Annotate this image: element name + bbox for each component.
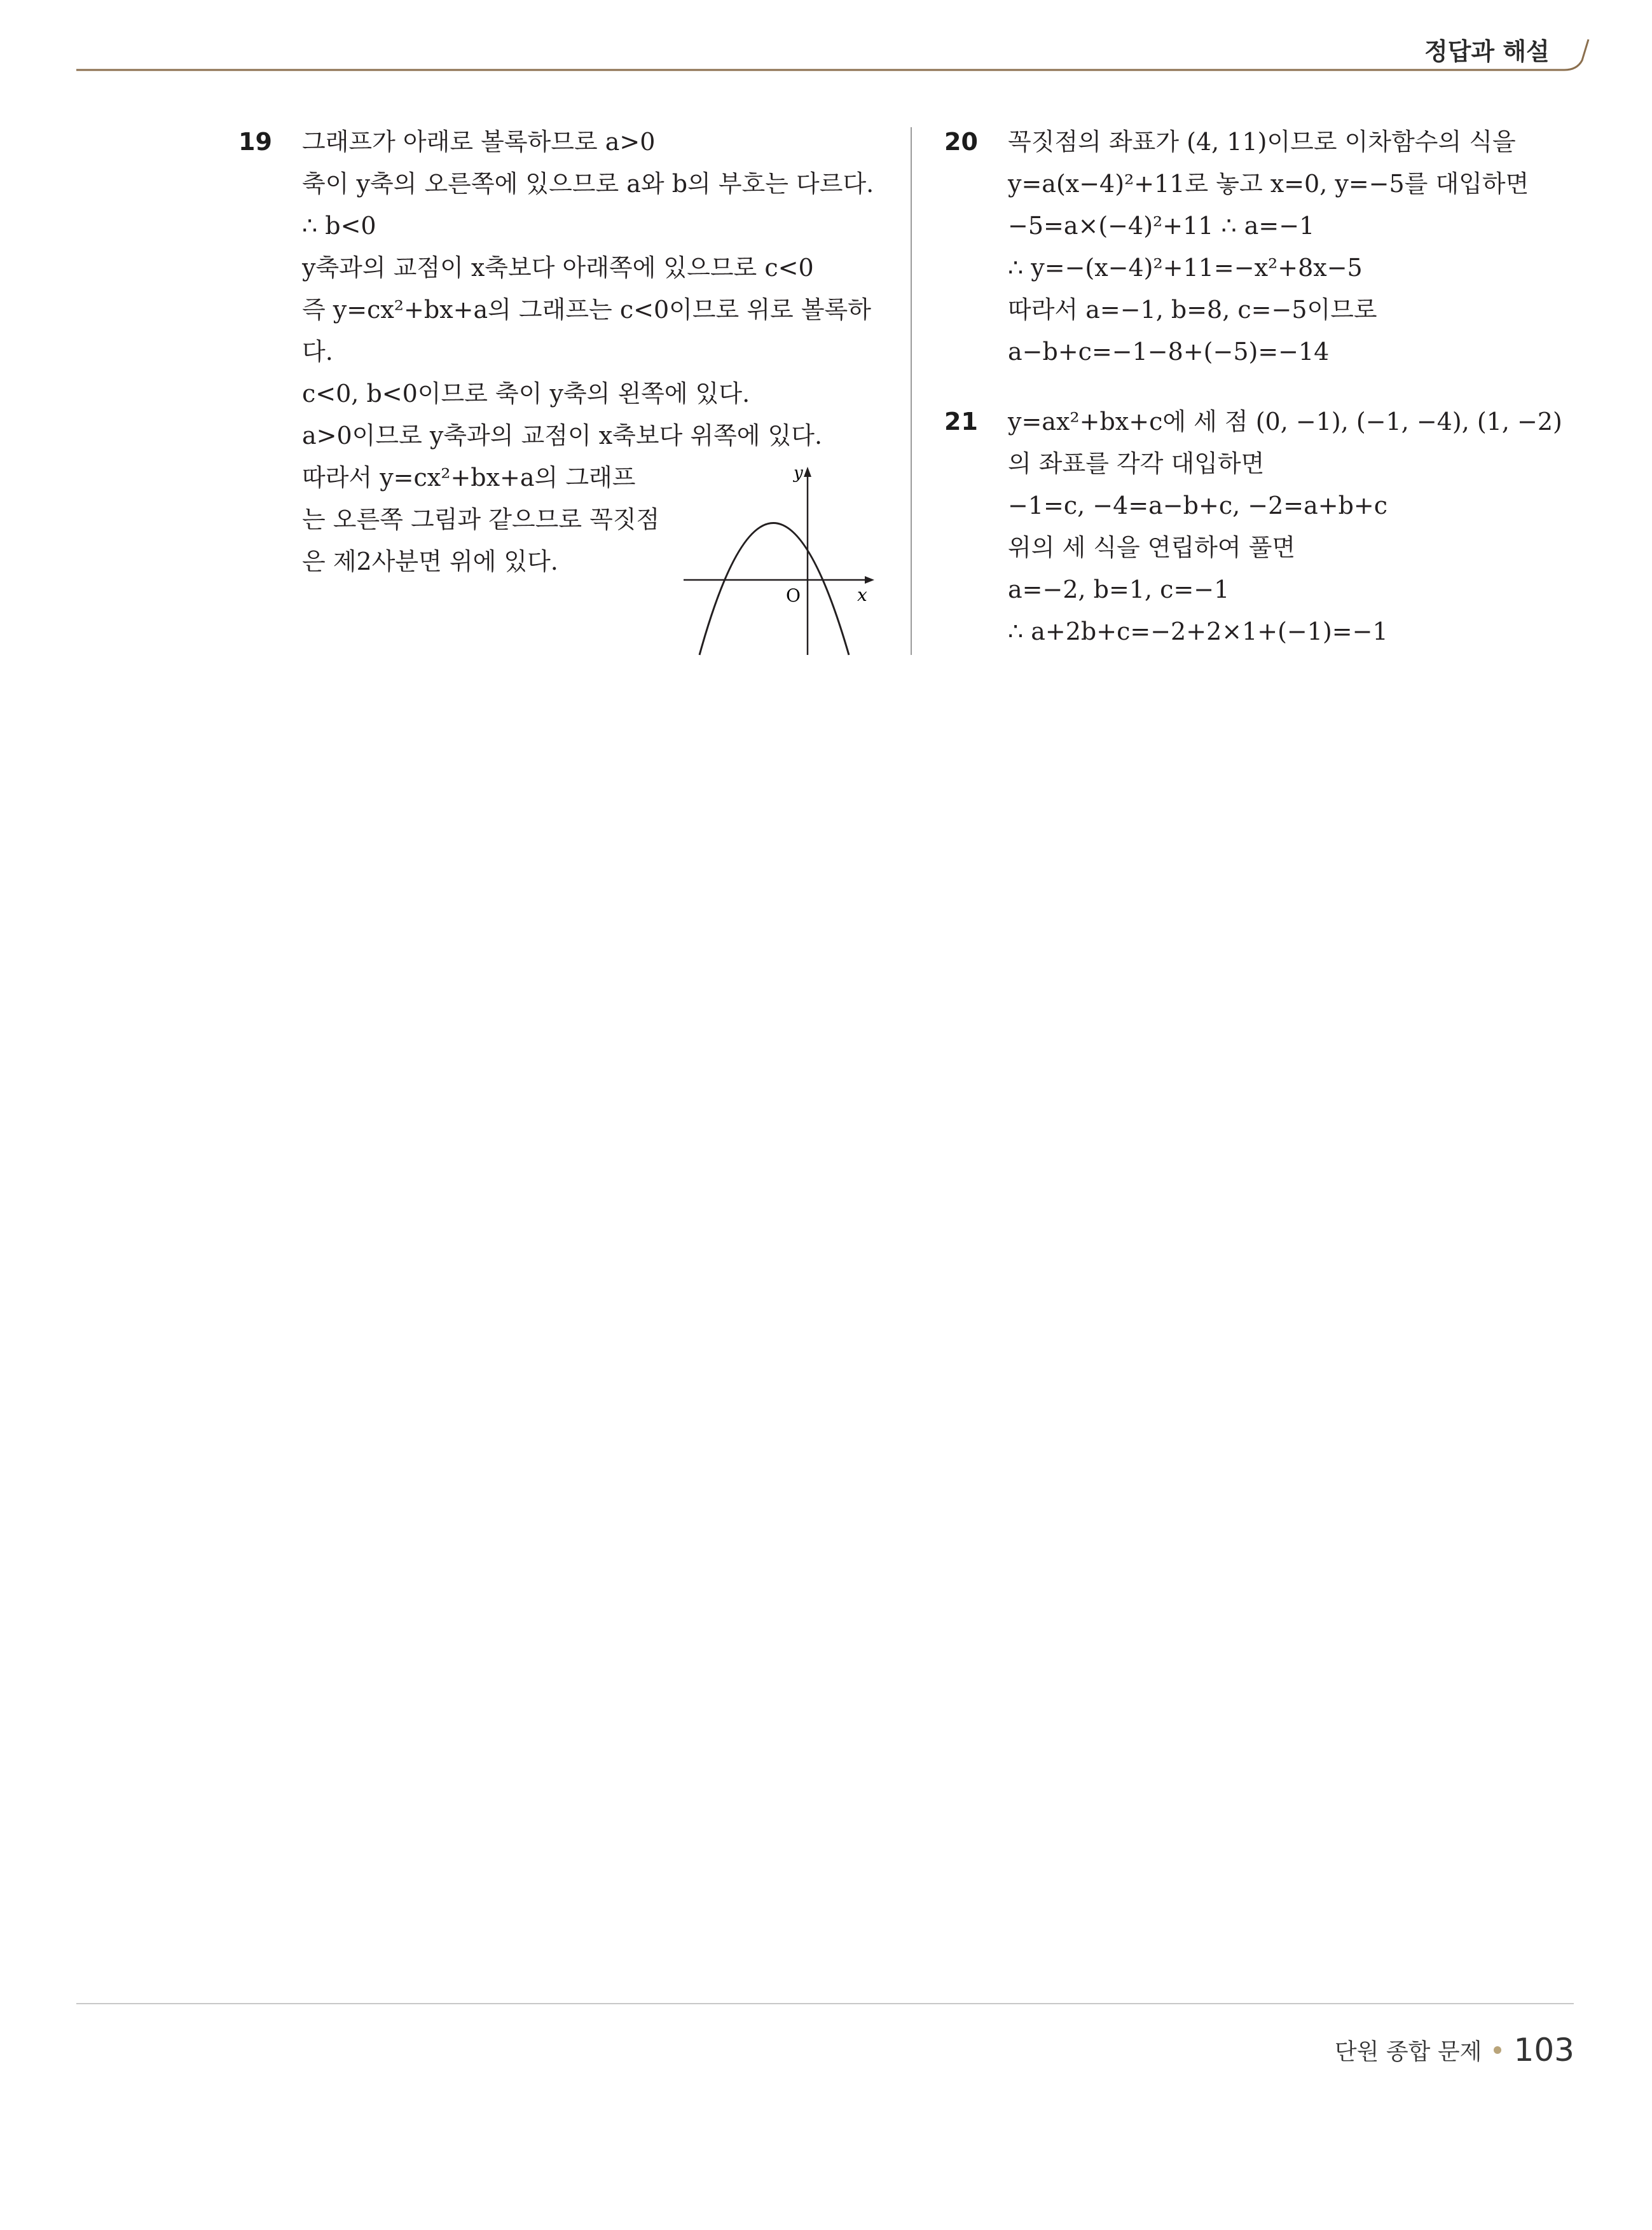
solution-line: −1=c, −4=a−b+c, −2=a+b+c (1008, 492, 1388, 520)
solution-line: 위의 세 식을 연립하여 풀면 (1008, 533, 1296, 561)
right-column (944, 121, 1587, 680)
y-axis-arrow (804, 467, 811, 477)
problem-21 (944, 401, 1587, 652)
solution-line: 의 좌표를 각각 대입하면 (1008, 450, 1265, 478)
solution-line: ∴ b<0 (302, 212, 376, 240)
x-axis-arrow (865, 576, 874, 584)
solution-line: 그래프가 아래로 볼록하므로 a>0 (302, 128, 656, 156)
problem-number: 21 (944, 408, 978, 436)
footer-dot-icon (1494, 2046, 1501, 2054)
problem-number: 19 (238, 128, 272, 156)
origin-label: O (786, 585, 801, 606)
problem-number: 20 (944, 128, 978, 156)
solution-line: 따라서 y=cx²+bx+a의 그래프 (302, 464, 636, 492)
y-axis-label: y (794, 464, 803, 483)
solution-line: c<0, b<0이므로 축이 y축의 왼쪽에 있다. (302, 380, 750, 408)
parabola-graph (680, 458, 884, 661)
solution-line: 축이 y축의 오른쪽에 있으므로 a와 b의 부호는 다르다. (302, 170, 874, 198)
solution-line: 따라서 a=−1, b=8, c=−5이므로 (1008, 296, 1377, 324)
footer (1335, 2032, 1574, 2068)
solution-line: y=ax²+bx+c에 세 점 (0, −1), (−1, −4), (1, −2) (1008, 408, 1562, 436)
page-number: 103 (1513, 2032, 1574, 2068)
parabola-curve (699, 523, 849, 656)
solution-line: y=a(x−4)²+11로 놓고 x=0, y=−5를 대입하면 (1008, 170, 1529, 198)
solution-line: a>0이므로 y축과의 교점이 x축보다 위쪽에 있다. (302, 422, 823, 450)
footer-section-title: 단원 종합 문제 (1334, 2039, 1482, 2065)
solution-line: 다. (302, 338, 333, 366)
solution-line: ∴ y=−(x−4)²+11=−x²+8x−5 (1008, 254, 1363, 282)
solution-line: ∴ a+2b+c=−2+2×1+(−1)=−1 (1008, 617, 1388, 645)
solution-line: 즉 y=cx²+bx+a의 그래프는 c<0이므로 위로 볼록하 (302, 296, 871, 324)
header-rule (76, 0, 1602, 83)
solution-line: a=−2, b=1, c=−1 (1008, 575, 1230, 603)
solution-line: 은 제2사분면 위에 있다. (302, 547, 558, 575)
column-divider (911, 127, 912, 655)
solution-line: a−b+c=−1−8+(−5)=−14 (1008, 338, 1330, 366)
header-title: 정답과 해설 (1424, 38, 1550, 65)
problem-20 (944, 121, 1587, 373)
x-axis-label: x (857, 584, 867, 605)
solution-line: 꼭짓점의 좌표가 (4, 11)이므로 이차함수의 식을 (1008, 128, 1516, 156)
solution-line: y축과의 교점이 x축보다 아래쪽에 있으므로 c<0 (302, 254, 814, 282)
solution-line: 는 오른쪽 그림과 같으므로 꼭짓점 (302, 506, 660, 533)
solution-line: −5=a×(−4)²+11 ∴ a=−1 (1008, 212, 1315, 240)
footer-rule (76, 2003, 1574, 2004)
